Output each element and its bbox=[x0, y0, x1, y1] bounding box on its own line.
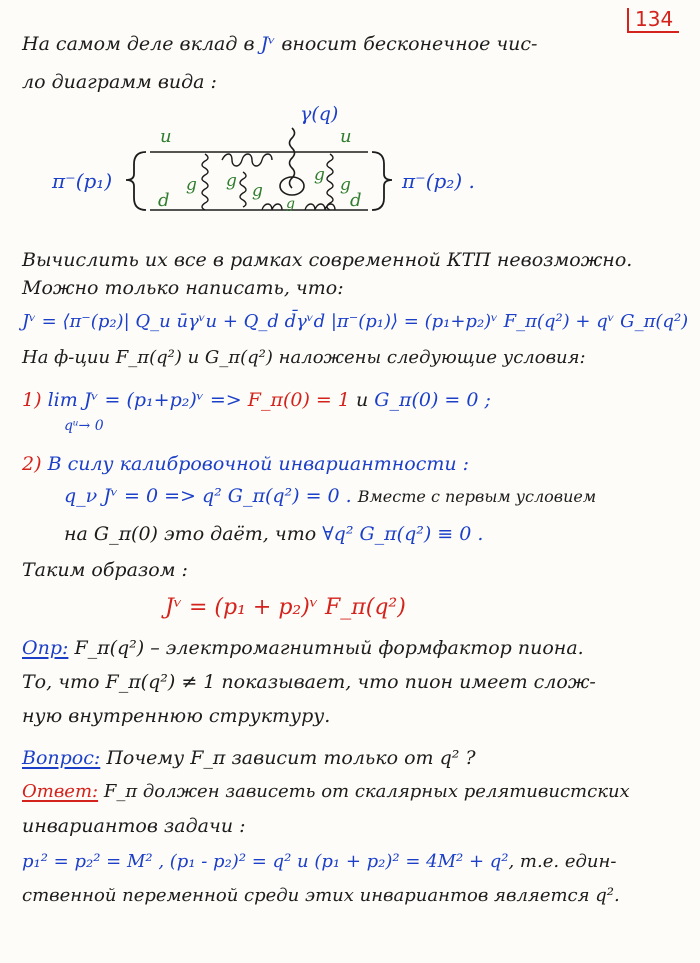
gluon-label-3: g bbox=[252, 181, 263, 201]
gluon-label-2: g bbox=[226, 171, 237, 191]
condition-1 bbox=[22, 388, 491, 412]
gluon-label-1: g bbox=[186, 175, 197, 195]
gluon-label-4: g bbox=[314, 165, 325, 185]
condition-2-eq-line bbox=[64, 484, 596, 509]
gluon-label-5: g bbox=[340, 175, 351, 195]
intro-text-post: вносит бесконечное чис- bbox=[275, 33, 538, 55]
invariants-line bbox=[22, 850, 616, 874]
question-line bbox=[22, 746, 476, 770]
condition-2-text: В силу калибровочной инвариантности : bbox=[47, 453, 470, 475]
answer-line bbox=[22, 780, 630, 804]
quark-d-right: d bbox=[350, 190, 362, 211]
photon-label: γ(q) bbox=[300, 103, 339, 125]
quark-u-right: u bbox=[340, 126, 352, 147]
cannot-compute-line: Вычислить их все в рамках современной КТП невозможно. bbox=[22, 249, 633, 271]
quark-loop bbox=[280, 177, 304, 195]
definition-line bbox=[22, 636, 584, 660]
question-label: Вопрос: bbox=[22, 747, 101, 769]
invariants-formula: p₁² = p₂² = M² , (p₁ - p₂)² = q² и (p₁ + p₂)² = 4M² + q² bbox=[22, 851, 509, 872]
last-line: ственной переменной среди этих инвариантов является q². bbox=[22, 885, 620, 906]
quark-d-left: d bbox=[158, 190, 170, 211]
condition-2-number: 2) bbox=[22, 453, 42, 475]
condition-2-G0: G_π(0) bbox=[93, 523, 158, 545]
gluon-line-1 bbox=[202, 154, 208, 210]
right-brace bbox=[372, 152, 392, 210]
photon-line bbox=[290, 128, 295, 188]
definition-label: Опр: bbox=[22, 637, 69, 659]
question-text: Почему F_π зависит только от q² ? bbox=[106, 747, 476, 769]
intro-line-2: ло диаграмм вида : bbox=[22, 71, 217, 93]
condition-1-number: 1) bbox=[22, 389, 42, 411]
invariants-tail: , т.е. един- bbox=[508, 851, 617, 872]
condition-2-forall: ∀q² G_π(q²) ≡ 0 . bbox=[322, 523, 484, 545]
condition-1-F: F_π(0) = 1 bbox=[247, 389, 350, 411]
condition-2-gives: это даёт, что bbox=[164, 523, 317, 545]
thus-line: Таким образом : bbox=[22, 559, 188, 581]
page-number: 134 bbox=[627, 8, 679, 33]
conditions-intro: На ф-ции F_π(q²) и G_π(q²) наложены следующие условия: bbox=[22, 347, 586, 368]
gluon-label-6: g bbox=[286, 196, 295, 212]
pion-out-label: π⁻(p₂) . bbox=[402, 169, 475, 193]
condition-1-and: и bbox=[356, 389, 369, 411]
condition-2 bbox=[22, 452, 469, 476]
fact-line-1: То, что F_π(q²) ≠ 1 показывает, что пион имеет слож- bbox=[22, 671, 596, 693]
gluon-loop-bottom bbox=[262, 204, 335, 210]
final-formula: Jᵛ = (p₁ + p₂)ᵛ F_π(q²) bbox=[165, 595, 406, 620]
left-brace bbox=[126, 152, 146, 210]
definition-text: F_π(q²) – электромагнитный формфактор пиона. bbox=[74, 637, 584, 659]
condition-2-eq: q_ν Jᵛ = 0 => q² G_π(q²) = 0 . bbox=[64, 485, 352, 507]
condition-2-on: на bbox=[64, 523, 88, 545]
answer-text: F_π должен зависеть от скалярных релятивистских bbox=[103, 781, 630, 802]
gluon-loop-top bbox=[222, 154, 272, 166]
condition-1-limit: lim Jᵛ = (p₁+p₂)ᵛ => bbox=[47, 389, 242, 411]
answer-line-2: инвариантов задачи : bbox=[22, 815, 246, 837]
current-formula: Jᵛ = ⟨π⁻(p₂)| Q_u ūγᵛu + Q_d d̄γᵛd |π⁻(p₁)⟩ = (p₁+p₂)ᵛ F_π(q²) + qᵛ G_π(q²) bbox=[22, 311, 689, 332]
condition-1-limit-sub: qᵘ→ 0 bbox=[64, 418, 104, 434]
current-symbol: Jᵛ bbox=[260, 33, 276, 55]
answer-label: Ответ: bbox=[22, 781, 99, 802]
can-write-line: Можно только написать, что: bbox=[22, 277, 344, 299]
fact-line-2: ную внутреннюю структуру. bbox=[22, 705, 331, 727]
intro-text-pre: На самом деле вклад в bbox=[22, 33, 261, 55]
condition-1-G: G_π(0) = 0 ; bbox=[374, 389, 491, 411]
gluon-line-3 bbox=[327, 154, 333, 210]
gluon-line-2 bbox=[240, 172, 246, 207]
quark-u-left: u bbox=[160, 126, 172, 147]
condition-2-result-line bbox=[64, 522, 483, 546]
pion-in-label: π⁻(p₁) bbox=[52, 169, 113, 193]
condition-2-together: Вместе с первым условием bbox=[357, 487, 597, 506]
intro-line-1 bbox=[22, 32, 537, 56]
